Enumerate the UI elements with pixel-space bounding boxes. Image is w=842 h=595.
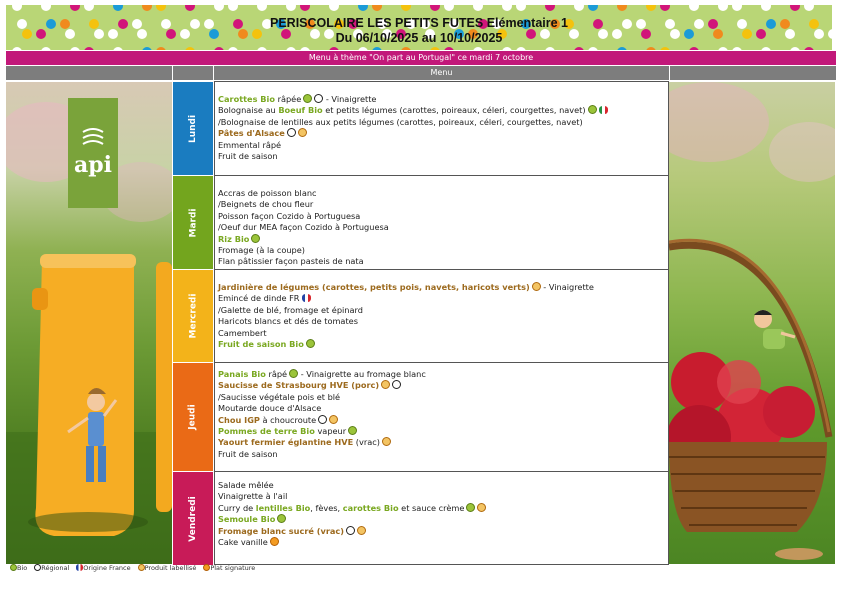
- confetti-dot: [574, 5, 584, 11]
- regional-icon: [314, 94, 323, 103]
- menu-item: [218, 316, 664, 327]
- confetti-dot: [358, 47, 368, 50]
- menu-item: [218, 211, 664, 222]
- label-icon: [381, 380, 390, 389]
- confetti-dot: [660, 47, 670, 50]
- menu-text: Carottes Bio: [218, 94, 275, 104]
- menu-item: [218, 449, 664, 460]
- confetti-dot: [718, 47, 728, 50]
- day-label-vendredi: [173, 472, 213, 565]
- day-name-jeudi: Jeudi: [187, 404, 198, 430]
- menu-text: Bolognaise au: [218, 105, 279, 116]
- menu-item: [218, 94, 664, 105]
- label-icon: [357, 526, 366, 535]
- confetti-dot: [70, 5, 80, 11]
- confetti-dot: [113, 5, 123, 11]
- label-icon: [138, 564, 145, 571]
- day-label-jeudi: [173, 363, 213, 471]
- logo-text: api: [74, 152, 112, 178]
- confetti-dot: [142, 47, 152, 50]
- confetti-dot: [502, 5, 512, 11]
- menu-item: [218, 117, 664, 128]
- label-icon: [298, 128, 307, 137]
- confetti-dot: [761, 5, 771, 11]
- menu-item: [218, 392, 664, 403]
- confetti-dot: [689, 47, 699, 50]
- day-label-lundi: [173, 82, 213, 175]
- bio-icon: [348, 426, 357, 435]
- menu-text: Camembert: [218, 327, 267, 338]
- menu-item: [218, 222, 664, 233]
- bio-icon: [466, 503, 475, 512]
- menu-text: carottes Bio: [342, 502, 399, 513]
- confetti-dot: [617, 5, 627, 11]
- api-logo: [68, 98, 118, 208]
- legend-label: Bio: [17, 564, 28, 572]
- apple-basket-photo: [669, 82, 835, 564]
- legend-label: Plat signature: [210, 564, 256, 572]
- menu-text: /Beignets de chou fleur: [218, 199, 314, 210]
- menu-text: - Vinaigrette au fromage blanc: [298, 369, 426, 379]
- confetti-dot: [574, 47, 584, 50]
- label-icon: [477, 503, 486, 512]
- menu-text: Boeuf Bio: [278, 105, 323, 116]
- legend-item: [32, 564, 69, 572]
- bio-icon: [251, 234, 260, 243]
- logo-mark-icon: [81, 128, 105, 148]
- header-banner: [6, 5, 832, 50]
- menu-item: [218, 369, 664, 380]
- menu-text: Emmental râpé: [218, 139, 282, 150]
- bio-icon: [289, 369, 298, 378]
- legend-item: [74, 564, 130, 572]
- confetti-dot: [142, 5, 152, 11]
- confetti-dot: [156, 5, 166, 11]
- france-flag-icon: [302, 294, 311, 302]
- menu-text: Fromage blanc sucré (vrac): [218, 525, 345, 536]
- day-name-mercredi: Mercredi: [188, 293, 198, 339]
- confetti-dot: [185, 5, 195, 11]
- regional-icon: [287, 128, 296, 137]
- theme-bar: Menu à thème "On part au Portugal" ce mardi 7 octobre: [6, 51, 836, 65]
- menu-item: [218, 234, 664, 245]
- menu-text: Chou IGP: [218, 414, 260, 425]
- menu-text: Semoule Bio: [218, 514, 276, 525]
- confetti-dot: [545, 47, 555, 50]
- boot-photo: [6, 82, 172, 564]
- menu-text: Poisson façon Cozido à Portuguesa: [218, 210, 361, 221]
- confetti-dot: [473, 47, 483, 50]
- confetti-dot: [444, 47, 454, 50]
- confetti-dot: [804, 5, 814, 11]
- menu-item: [218, 140, 664, 151]
- title-line-1: PERISCOLAIRE LES PETITS FUTES Elémentaire 1: [270, 16, 568, 30]
- day-name-vendredi: Vendredi: [188, 495, 198, 542]
- menu-text: râpé: [265, 369, 288, 379]
- menu-text: Emincé de dinde FR: [218, 293, 300, 304]
- confetti-dot: [84, 47, 94, 50]
- menu-column-header: Menu: [214, 66, 669, 80]
- menu-item: [218, 503, 664, 514]
- menu-item: [218, 293, 664, 304]
- menu-text: à choucroute: [259, 414, 317, 425]
- confetti-dot: [617, 47, 627, 50]
- confetti-dot: [444, 5, 454, 11]
- menu-text: Haricots blancs et dés de tomates: [218, 316, 358, 327]
- bio-icon: [277, 514, 286, 523]
- confetti-dot: [588, 47, 598, 50]
- confetti-dot: [358, 5, 368, 11]
- confetti-dot: [286, 5, 296, 11]
- menu-item: [218, 426, 664, 437]
- menu-text: Curry de: [218, 502, 256, 513]
- confetti-dot: [401, 5, 411, 11]
- confetti-dot: [516, 5, 526, 11]
- page-title: [6, 16, 832, 46]
- confetti-dot: [646, 47, 656, 50]
- menu-text: , fèves,: [310, 502, 343, 513]
- menu-cell-mardi: [214, 175, 669, 270]
- bio-icon: [303, 94, 312, 103]
- menu-text: Vinaigrette à l'ail: [218, 491, 288, 502]
- menu-text: Yaourt fermier églantine HVE: [218, 437, 354, 448]
- apple-basket-illustration: [669, 82, 835, 564]
- menu-text: /Oeuf dur MEA façon Cozido à Portuguesa: [218, 222, 389, 233]
- confetti-dot: [502, 47, 512, 50]
- menu-item: [218, 188, 664, 199]
- header-spacer-left: [6, 66, 172, 80]
- menu-item: [218, 380, 664, 391]
- confetti-dot: [113, 47, 123, 50]
- menu-text: râpée: [274, 94, 302, 104]
- menu-text: /Galette de blé, fromage et épinard: [218, 304, 363, 315]
- menu-text: Accras de poisson blanc: [218, 188, 317, 198]
- menu-text: (vrac): [353, 437, 380, 448]
- confetti-dot: [732, 47, 742, 50]
- menu-text: Riz Bio: [218, 233, 250, 244]
- legend-item: [8, 564, 27, 572]
- day-name-lundi: Lundi: [187, 114, 198, 143]
- menu-cell-vendredi: [214, 471, 669, 565]
- menu-text: lentilles Bio: [255, 502, 311, 513]
- confetti-dot: [214, 5, 224, 11]
- menu-item: [218, 480, 664, 491]
- menu-item: [218, 537, 664, 548]
- menu-item: [218, 305, 664, 316]
- confetti-dot: [41, 5, 51, 11]
- legend-item: [201, 564, 255, 572]
- legend-label: Régional: [41, 564, 70, 572]
- confetti-dot: [761, 47, 771, 50]
- day-label-mardi: [173, 176, 213, 269]
- confetti-dot: [300, 5, 310, 11]
- menu-item: [218, 491, 664, 502]
- menu-cell-jeudi: [214, 362, 669, 472]
- day-name-mardi: Mardi: [188, 208, 198, 237]
- menu-text: /Saucisse végétale pois et blé: [218, 391, 341, 402]
- menu-item: [218, 128, 664, 139]
- header-spacer-day: [173, 66, 213, 80]
- menu-item: [218, 514, 664, 525]
- menu-item: [218, 282, 664, 293]
- menu-text: vapeur: [314, 426, 347, 437]
- menu-text: Saucisse de Strasbourg HVE (porc): [218, 380, 380, 391]
- confetti-dot: [718, 5, 728, 11]
- menu-item: [218, 245, 664, 256]
- title-line-2: Du 06/10/2025 au 10/10/2025: [335, 31, 503, 45]
- confetti-dot: [545, 5, 555, 11]
- menu-text: Flan pâtissier façon pasteis de nata: [218, 256, 364, 267]
- menu-item: [218, 199, 664, 210]
- menu-item: [218, 526, 664, 537]
- confetti-dot: [430, 47, 440, 50]
- menu-text: Jardinière de légumes (carottes, petits pois, navets, haricots verts): [218, 282, 530, 292]
- menu-item: [218, 151, 664, 162]
- italy-flag-icon: [599, 106, 608, 114]
- menu-text: - Vinaigrette: [540, 282, 594, 292]
- confetti-dot: [41, 47, 51, 50]
- confetti-dot: [516, 47, 526, 50]
- confetti-dot: [372, 5, 382, 11]
- confetti-dot: [732, 5, 742, 11]
- confetti-dot: [329, 47, 339, 50]
- menu-text: Panais Bio: [218, 369, 266, 379]
- confetti-dot: [689, 5, 699, 11]
- bio-icon: [588, 105, 597, 114]
- menu-text: Salade mêlée: [218, 480, 274, 490]
- menu-item: [218, 415, 664, 426]
- menu-text: et sauce crème: [398, 502, 465, 513]
- confetti-dot: [228, 5, 238, 11]
- legend-item: [136, 564, 197, 572]
- confetti-dot: [430, 5, 440, 11]
- confetti-dot: [12, 47, 22, 50]
- menu-item: [218, 105, 664, 116]
- label-icon: [382, 437, 391, 446]
- confetti-dot: [156, 47, 166, 50]
- regional-icon: [392, 380, 401, 389]
- legend-label: Origine France: [83, 564, 131, 572]
- menu-item: [218, 339, 664, 350]
- label-icon: [329, 415, 338, 424]
- menu-text: Fruit de saison: [218, 448, 278, 459]
- confetti-dot: [790, 47, 800, 50]
- menu-text: Fruit de saison: [218, 151, 278, 162]
- confetti-dot: [228, 47, 238, 50]
- menu-text: /Bolognaise de lentilles aux petits légumes (carottes, poireaux, céleri, courgettes, navet): [218, 116, 583, 127]
- confetti-dot: [790, 5, 800, 11]
- menu-text: Fruit de saison Bio: [218, 339, 304, 350]
- menu-text: Pommes de terre Bio: [218, 426, 315, 437]
- confetti-dot: [12, 5, 22, 11]
- confetti-dot: [473, 5, 483, 11]
- label-icon: [532, 282, 541, 291]
- confetti-dot: [401, 47, 411, 50]
- menu-text: Cake vanille: [218, 537, 268, 548]
- menu-item: [218, 328, 664, 339]
- menu-cell-mercredi: [214, 269, 669, 363]
- confetti-dot: [804, 47, 814, 50]
- regional-icon: [346, 526, 355, 535]
- regional-icon: [318, 415, 327, 424]
- menu-text: Moutarde douce d'Alsace: [218, 403, 322, 414]
- menu-item: [218, 256, 664, 267]
- confetti-dot: [84, 5, 94, 11]
- legend: [8, 564, 260, 572]
- confetti-dot: [660, 5, 670, 11]
- confetti-dot: [286, 47, 296, 50]
- menu-item: [218, 437, 664, 448]
- confetti-dot: [257, 5, 267, 11]
- header-spacer-right: [670, 66, 836, 80]
- confetti-dot: [185, 47, 195, 50]
- confetti-dot: [329, 5, 339, 11]
- confetti-dot: [257, 47, 267, 50]
- bio-icon: [10, 564, 17, 571]
- menu-item: [218, 403, 664, 414]
- confetti-dot: [588, 5, 598, 11]
- day-label-mercredi: [173, 270, 213, 362]
- menu-text: Fromage (à la coupe): [218, 245, 305, 256]
- confetti-dot: [70, 47, 80, 50]
- confetti-dot: [646, 5, 656, 11]
- menu-text: Pâtes d'Alsace: [218, 128, 285, 139]
- menu-text: et petits légumes (carottes, poireaux, céleri, courgettes, navet): [322, 105, 586, 116]
- menu-cell-lundi: [214, 81, 669, 176]
- menu-text: - Vinaigrette: [323, 94, 377, 104]
- confetti-dot: [372, 47, 382, 50]
- bio-icon: [306, 339, 315, 348]
- confetti-dot: [300, 47, 310, 50]
- legend-label: Produit labellisé: [144, 564, 197, 572]
- confetti-dot: [214, 47, 224, 50]
- signature-icon: [270, 537, 279, 546]
